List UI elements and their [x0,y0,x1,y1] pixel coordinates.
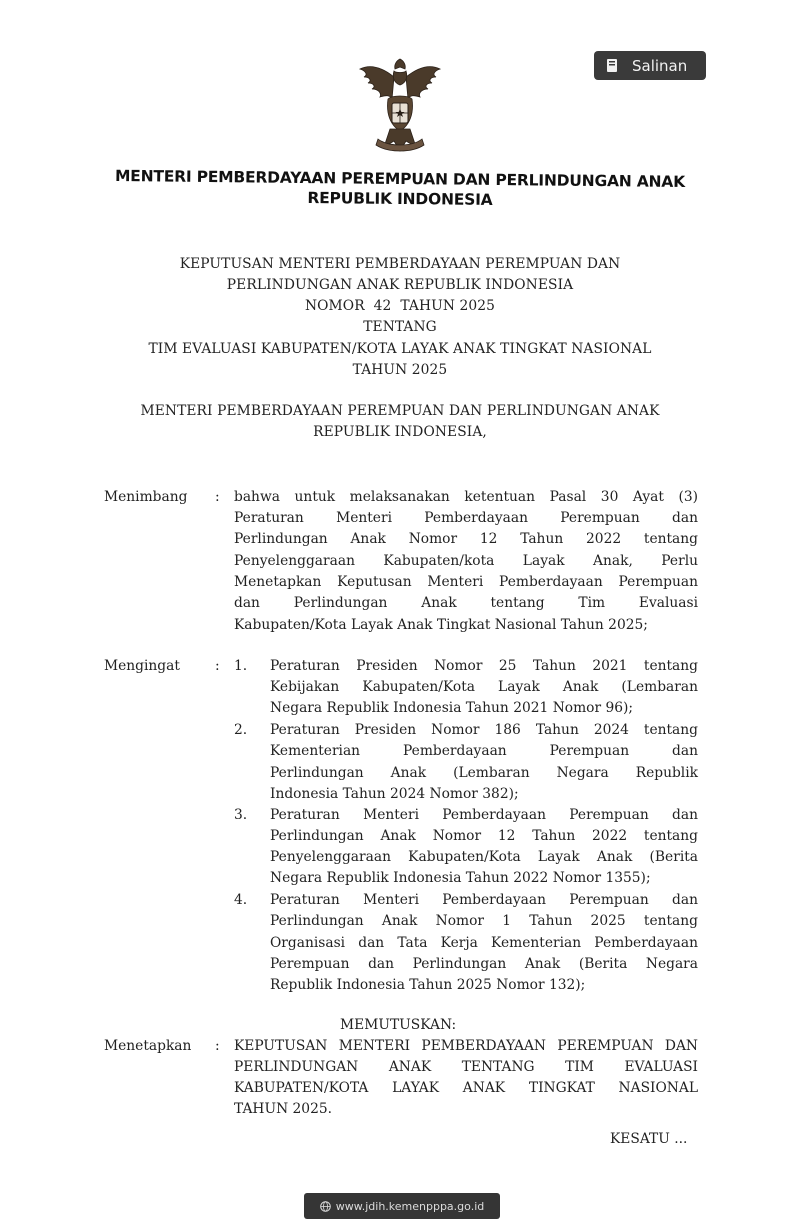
mengingat-item-line: Negara Republik Indonesia Tahun 2022 Nomor 1355); [270,870,651,886]
menimbang-colon: : [215,489,220,505]
mengingat-item-line: Indonesia Tahun 2024 Nomor 382); [270,786,519,802]
decree-number: NOMOR 42 TAHUN 2025 [304,298,496,314]
decree-title-line2: PERLINDUNGAN ANAK REPUBLIK INDONESIA [226,277,574,293]
menetapkan-line: KEPUTUSAN MENTERI PEMBERDAYAAN PEREMPUAN DAN [234,1038,698,1054]
decree-title-line1: KEPUTUSAN MENTERI PEMBERDAYAAN PEREMPUAN DAN [179,256,621,272]
next-page-marker: KESATU ... [610,1131,688,1147]
mengingat-item-line: Republik Indonesia Tahun 2025 Nomor 132); [270,977,586,993]
menimbang-line: Penyelenggaraan Kabupaten/kota Layak Anak, Perlu [234,553,698,569]
footer-url-link[interactable] [304,1193,500,1219]
document-copy-icon [606,59,618,73]
mengingat-item-number: 3. [234,807,248,823]
menetapkan-line: KABUPATEN/KOTA LAYAK ANAK TINGKAT NASIONAL [234,1080,698,1096]
ministry-heading-line2: REPUBLIK INDONESIA [307,189,493,209]
menetapkan-line: PERLINDUNGAN ANAK TENTANG TIM EVALUASI [234,1059,698,1075]
menetapkan-line: TAHUN 2025. [234,1101,333,1117]
menetapkan-label: Menetapkan [104,1038,192,1054]
mengingat-item-line: Perempuan dan Perlindungan Anak (Berita Negara [270,956,698,972]
memutuskan-heading: MEMUTUSKAN: [340,1017,457,1033]
mengingat-item-line: Peraturan Menteri Pemberdayaan Perempuan dan [270,892,698,908]
menimbang-line: bahwa untuk melaksanakan ketentuan Pasal 30 Ayat (3) [234,489,698,505]
mengingat-item-line: Kementerian Pemberdayaan Perempuan dan [270,743,698,759]
mengingat-item-line: Perlindungan Anak (Lembaran Negara Republik [270,765,698,781]
menimbang-line: Kabupaten/Kota Layak Anak Tingkat Nasional Tahun 2025; [234,617,648,633]
mengingat-item-line: Perlindungan Anak Nomor 1 Tahun 2025 tentang [270,913,698,929]
menimbang-line: Peraturan Menteri Pemberdayaan Perempuan dan [234,510,698,526]
mengingat-item-line: Negara Republik Indonesia Tahun 2021 Nomor 96); [270,700,634,716]
menetapkan-colon: : [215,1038,220,1054]
mengingat-item-line: Kebijakan Kabupaten/Kota Layak Anak (Lembaran [270,679,698,695]
mengingat-item-line: Perlindungan Anak Nomor 12 Tahun 2022 tentang [270,828,698,844]
menimbang-label: Menimbang [104,489,188,505]
preamble-line2: REPUBLIK INDONESIA, [313,424,487,440]
mengingat-item-number: 1. [234,658,248,674]
mengingat-colon: : [215,658,220,674]
mengingat-item-line: Peraturan Menteri Pemberdayaan Perempuan dan [270,807,698,823]
mengingat-item-line: Peraturan Presiden Nomor 186 Tahun 2024 tentang [270,722,698,738]
decree-subject: TIM EVALUASI KABUPATEN/KOTA LAYAK ANAK TINGKAT NASIONAL [148,341,652,357]
menimbang-line: Menetapkan Keputusan Menteri Pemberdayaan Perempuan [234,574,698,590]
salinan-badge [594,51,706,80]
menimbang-line: dan Perlindungan Anak tentang Tim Evaluasi [234,595,698,611]
menimbang-line: Perlindungan Anak Nomor 12 Tahun 2022 tentang [234,531,698,547]
salinan-label: Salinan [632,56,688,75]
globe-icon [320,1201,331,1212]
decree-tentang: TENTANG [363,319,437,335]
decree-year: TAHUN 2025 [352,362,448,378]
mengingat-label: Mengingat [104,658,180,674]
garuda-emblem-icon [350,55,450,159]
mengingat-item-line: Peraturan Presiden Nomor 25 Tahun 2021 tentang [270,658,698,674]
preamble-line1: MENTERI PEMBERDAYAAN PEREMPUAN DAN PERLINDUNGAN ANAK [140,403,660,419]
footer-url-text[interactable]: www.jdih.kemenpppa.go.id [335,1199,485,1213]
mengingat-item-line: Penyelenggaraan Kabupaten/Kota Layak Anak (Berita [270,849,698,865]
mengingat-item-line: Organisasi dan Tata Kerja Kementerian Pemberdayaan [270,935,698,951]
mengingat-item-number: 4. [234,892,248,908]
ministry-heading-line1: MENTERI PEMBERDAYAAN PEREMPUAN DAN PERLINDUNGAN ANAK [114,167,686,191]
mengingat-item-number: 2. [234,722,248,738]
